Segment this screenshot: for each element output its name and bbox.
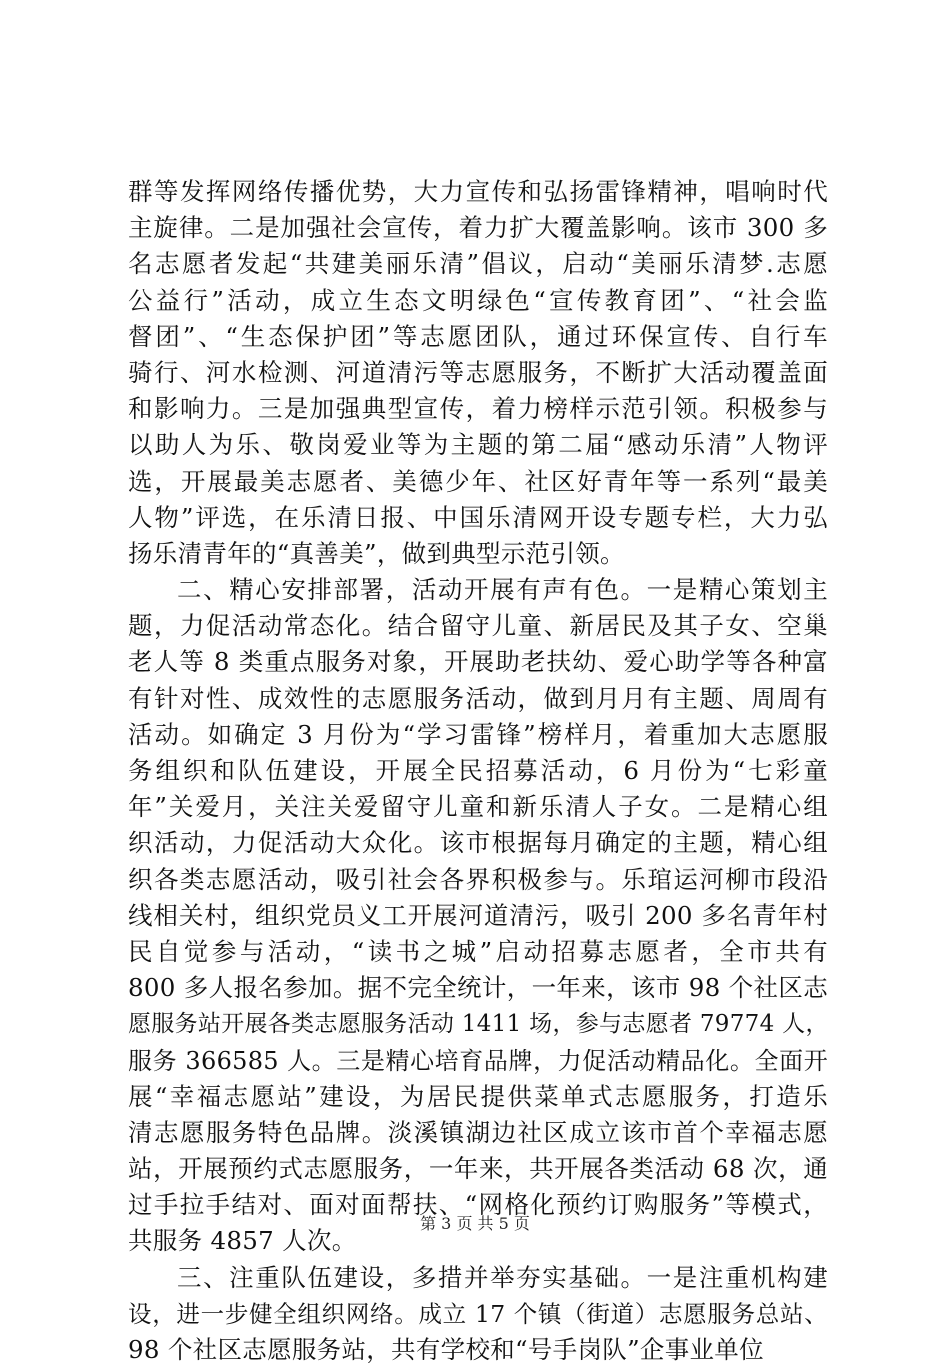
text-line: 骑行、河水检测、河道清污等志愿服务，不断扩大活动覆盖面 [128,357,828,387]
text-line: 线相关村，组织党员义工开展河道清污，吸引 200 多名青年村 [128,900,828,930]
paragraph [128,174,828,572]
text-line: 老人等 8 类重点服务对象，开展助老扶幼、爱心助学等各种富 [128,647,828,677]
text-line: 服务 366585 人。三是精心培育品牌，力促活动精品化。全面开 [128,1046,828,1075]
text-line: 展“幸福志愿站”建设，为居民提供菜单式志愿服务，打造乐 [128,1081,828,1111]
text-line: 愿服务站开展各类志愿服务活动 1411 场，参与志愿者 79774 人， [128,1011,829,1038]
text-line: 活动。如确定 3 月份为“学习雷锋”榜样月，着重加大志愿服 [128,719,828,749]
text-line: 织各类志愿活动，吸引社会各界积极参与。乐琯运河柳市段沿 [128,864,828,894]
paragraph [128,1260,828,1368]
text-line: 共服务 4857 人次。 [128,1226,357,1256]
text-line: 民自觉参与活动，“读书之城”启动招募志愿者，全市共有 [128,936,828,966]
text-line: 扬乐清青年的“真善美”，做到典型示范引领。 [128,538,625,568]
text-line: 和影响力。三是加强典型宣传，着力榜样示范引领。积极参与 [128,394,828,424]
text-line: 主旋律。二是加强社会宣传，着力扩大覆盖影响。该市 300 多 [128,213,828,243]
text-line: 名志愿者发起“共建美丽乐清”倡议，启动“美丽乐清梦.志愿 [128,249,828,279]
text-line: 务组织和队伍建设，开展全民招募活动，6 月份为“七彩童 [128,756,828,785]
document-body [128,174,828,1368]
text-line: 二、精心安排部署，活动开展有声有色。一是精心策划主 [177,575,828,605]
text-line: 98 个社区志愿服务站，共有学校和“号手岗队”企事业单位 [128,1335,764,1364]
text-line: 群等发挥网络传播优势，大力宣传和弘扬雷锋精神，唱响时代 [128,177,828,206]
text-line: 督团”、“生态保护团”等志愿团队，通过环保宣传、自行车 [128,321,828,351]
text-line: 站，开展预约式志愿服务，一年来，共开展各类活动 68 次，通 [128,1154,828,1184]
text-line: 公益行”活动，成立生态文明绿色“宣传教育团”、“社会监 [128,285,828,315]
text-line: 设，进一步健全组织网络。成立 17 个镇（街道）志愿服务总站、 [128,1299,828,1328]
text-line: 三、注重队伍建设，多措并举夯实基础。一是注重机构建 [177,1262,828,1292]
text-line: 题，力促活动常态化。结合留守儿童、新居民及其子女、空巢 [128,611,828,641]
text-line: 选，开展最美志愿者、美德少年、社区好青年等一系列“最美 [128,466,828,496]
paragraph [128,572,828,1260]
text-line: 人物”评选，在乐清日报、中国乐清网开设专题专栏，大力弘 [128,502,828,532]
text-line: 800 多人报名参加。据不完全统计，一年来，该市 98 个社区志 [128,973,828,1003]
text-line: 有针对性、成效性的志愿服务活动，做到月月有主题、周周有 [128,683,828,713]
text-line: 织活动，力促活动大众化。该市根据每月确定的主题，精心组 [128,828,828,858]
text-line: 年”关爱月，关注关爱留守儿童和新乐清人子女。二是精心组 [128,792,828,822]
text-line: 以助人为乐、敬岗爱业等为主题的第二届“感动乐清”人物评 [128,430,828,460]
page-footer: 第 3 页 共 5 页 [420,1214,530,1233]
text-line: 过手拉手结对、面对面帮扶、“网格化预约订购服务”等模式， [128,1190,828,1220]
text-line: 清志愿服务特色品牌。淡溪镇湖边社区成立该市首个幸福志愿 [128,1117,828,1147]
